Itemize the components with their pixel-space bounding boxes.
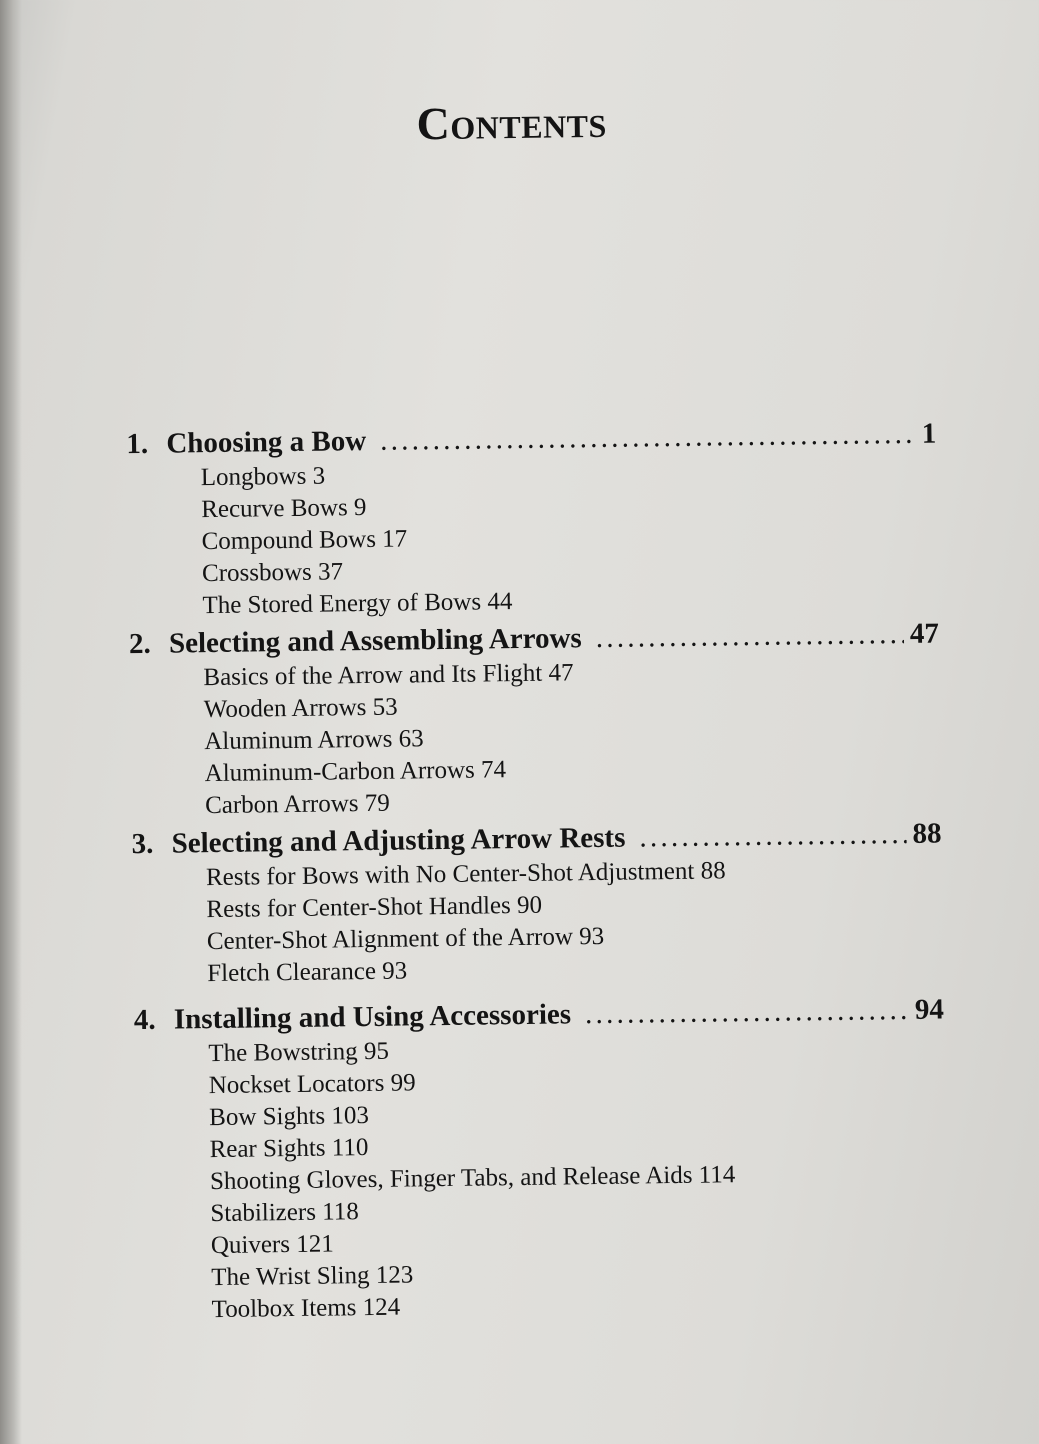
chapter-number: 3. bbox=[131, 827, 154, 861]
section-entry: Recurve Bows 9 bbox=[201, 493, 367, 524]
section-entry: Rear Sights 110 bbox=[209, 1134, 369, 1164]
section-list bbox=[132, 852, 944, 991]
chapter-page-number: 47 bbox=[909, 617, 940, 650]
dot-leader bbox=[380, 415, 916, 460]
chapter-page-number: 1 bbox=[921, 417, 937, 450]
section-list bbox=[127, 453, 939, 624]
chapter-title: Installing and Using Accessories bbox=[173, 998, 572, 1036]
section-entry: The Wrist Sling 123 bbox=[211, 1261, 414, 1292]
chapter-page-number: 88 bbox=[912, 817, 942, 850]
section-entry: Quivers 121 bbox=[210, 1230, 334, 1260]
chapter-number: 2. bbox=[128, 627, 151, 661]
section-list bbox=[134, 1028, 948, 1327]
section-entry: Shooting Gloves, Finger Tabs, and Release Aids 114 bbox=[209, 1161, 736, 1196]
section-list bbox=[129, 653, 941, 824]
table-of-contents bbox=[126, 415, 948, 1332]
page-title: Contents bbox=[416, 95, 608, 150]
section-entry: The Bowstring 95 bbox=[208, 1037, 390, 1068]
section-entry: Center-Shot Alignment of the Arrow 93 bbox=[206, 922, 605, 956]
section-entry: Toolbox Items 124 bbox=[211, 1293, 401, 1324]
section-entry: Bow Sights 103 bbox=[209, 1102, 370, 1132]
section-entry: Fletch Clearance 93 bbox=[207, 957, 408, 988]
section-entry: Stabilizers 118 bbox=[210, 1198, 359, 1228]
section-entry: Wooden Arrows 53 bbox=[203, 693, 398, 724]
chapter-title: Selecting and Assembling Arrows bbox=[168, 622, 582, 660]
section-entry: Aluminum-Carbon Arrows 74 bbox=[204, 756, 507, 788]
chapter-number: 4. bbox=[133, 1003, 156, 1037]
section-entry: Longbows 3 bbox=[200, 462, 326, 492]
section-entry: Aluminum Arrows 63 bbox=[204, 725, 424, 756]
dot-leader bbox=[595, 615, 904, 657]
toc-chapter-1 bbox=[126, 415, 939, 624]
toc-chapter-3 bbox=[131, 814, 943, 991]
section-entry: Nockset Locators 99 bbox=[208, 1069, 416, 1100]
dot-leader bbox=[639, 815, 907, 856]
section-entry: Rests for Center-Shot Handles 90 bbox=[206, 891, 543, 924]
chapter-number: 1. bbox=[126, 427, 149, 461]
toc-chapter-2 bbox=[129, 615, 942, 824]
section-entry: Basics of the Arrow and Its Flight 47 bbox=[203, 659, 574, 692]
section-entry: The Stored Energy of Bows 44 bbox=[202, 588, 513, 620]
dot-leader bbox=[585, 991, 909, 1033]
section-entry: Crossbows 37 bbox=[201, 558, 344, 588]
section-entry: Compound Bows 17 bbox=[201, 525, 408, 556]
section-entry: Rests for Bows with No Center-Shot Adjustment 88 bbox=[205, 857, 726, 892]
chapter-page-number: 94 bbox=[914, 993, 945, 1026]
chapter-title: Selecting and Adjusting Arrow Rests bbox=[171, 821, 626, 860]
chapter-title: Choosing a Bow bbox=[166, 424, 367, 460]
section-entry: Carbon Arrows 79 bbox=[204, 789, 390, 820]
toc-chapter-4 bbox=[134, 990, 948, 1327]
